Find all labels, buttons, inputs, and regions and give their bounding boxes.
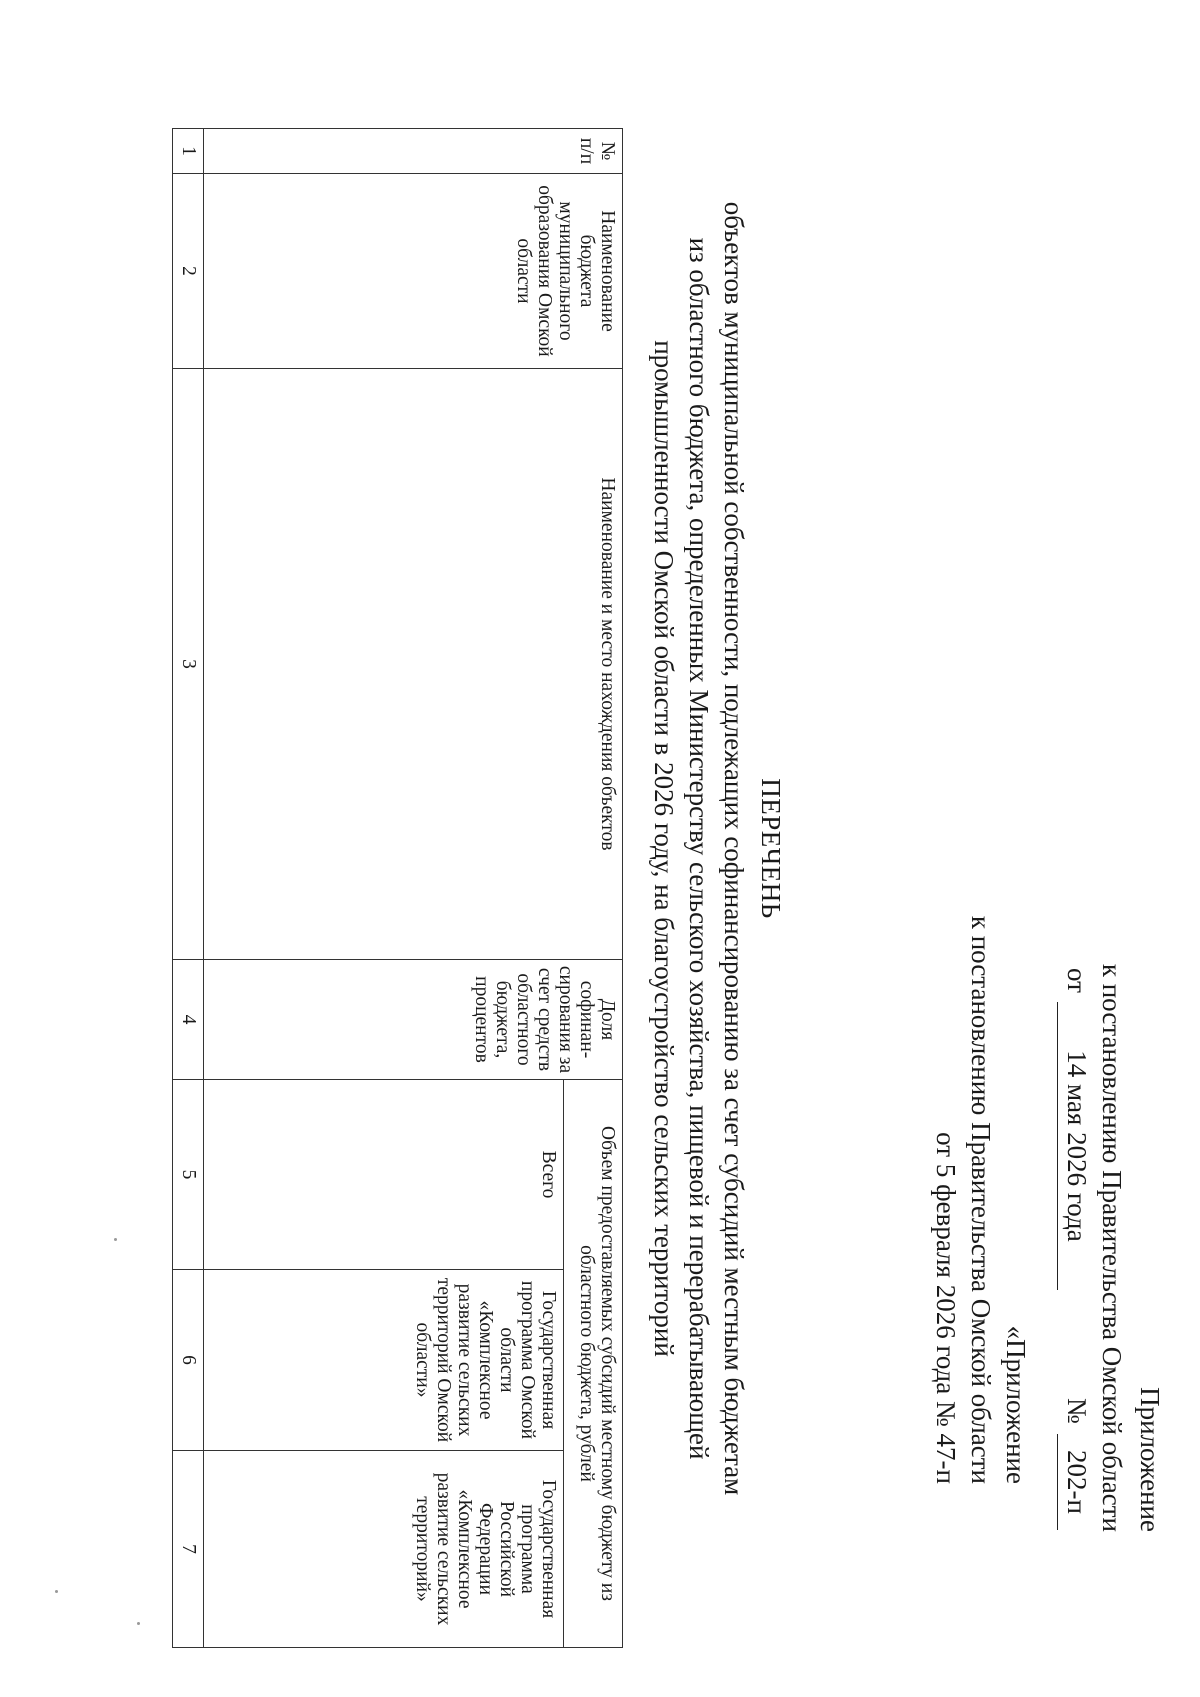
document-subtitle-line: объектов муниципальной собственности, подлежащих софинансированию за счет субсидий местным бюджетам <box>719 201 749 1496</box>
scan-speck <box>114 1238 117 1241</box>
prev-appendix-date: от 5 февраля 2026 года № 47-п <box>931 1132 961 1484</box>
col-header-federal-program: Государственная программа Российской Федерации «Комплексное развитие сельских территорий» <box>204 1451 564 1648</box>
col-header-total: Всего <box>204 1080 564 1270</box>
appendix-title: Приложение <box>1135 1387 1165 1532</box>
document-subtitle-line: из областного бюджета, определенных Министерству сельского хозяйства, пищевой и перерабатывающей <box>684 237 714 1460</box>
column-numbers-row <box>173 129 204 1648</box>
decree-date-number-line <box>1056 968 1090 1532</box>
from-label: от <box>1062 968 1092 993</box>
column-number: 1 <box>173 129 204 174</box>
col-header-budget-name: Наименование бюджета муниципального образования Омской области <box>204 174 623 369</box>
col-header-cofinancing-share: Доля софинан-сирования за счет средств областного бюджета, процентов <box>204 960 623 1080</box>
column-number: 2 <box>173 174 204 369</box>
document-subtitle-line: промышленности Омской области в 2026 году, на благоустройство сельских территорий <box>649 340 679 1357</box>
appendix-decree-ref: к постановлению Правительства Омской области <box>1097 963 1127 1532</box>
col-header-object-name: Наименование и место нахождения объектов <box>204 369 623 960</box>
column-number: 3 <box>173 369 204 960</box>
document-heading: ПЕРЕЧЕНЬ <box>756 778 786 919</box>
number-label: № <box>1062 1398 1092 1424</box>
column-number: 5 <box>173 1080 204 1270</box>
objects-table <box>172 128 623 1648</box>
col-header-regional-program: Государственная программа Омской области «Комплексное развитие сельских территорий Омской области» <box>204 1270 564 1451</box>
column-number: 4 <box>173 960 204 1080</box>
decree-date-field: 14 мая 2026 года <box>1057 1002 1090 1290</box>
col-header-number: № п/п <box>204 129 623 174</box>
prev-appendix-title: «Приложение <box>1001 1325 1031 1484</box>
scan-speck <box>137 1622 140 1625</box>
column-number: 7 <box>173 1451 204 1648</box>
decree-number-field: 202-п <box>1057 1434 1090 1530</box>
scan-speck <box>55 1590 58 1593</box>
column-number: 6 <box>173 1270 204 1451</box>
col-group-header-subsidy-volume: Объем предоставляемых субсидий местному бюджету из областного бюджета, рублей <box>564 1080 623 1648</box>
prev-appendix-decree-ref: к постановлению Правительства Омской области <box>966 915 996 1484</box>
